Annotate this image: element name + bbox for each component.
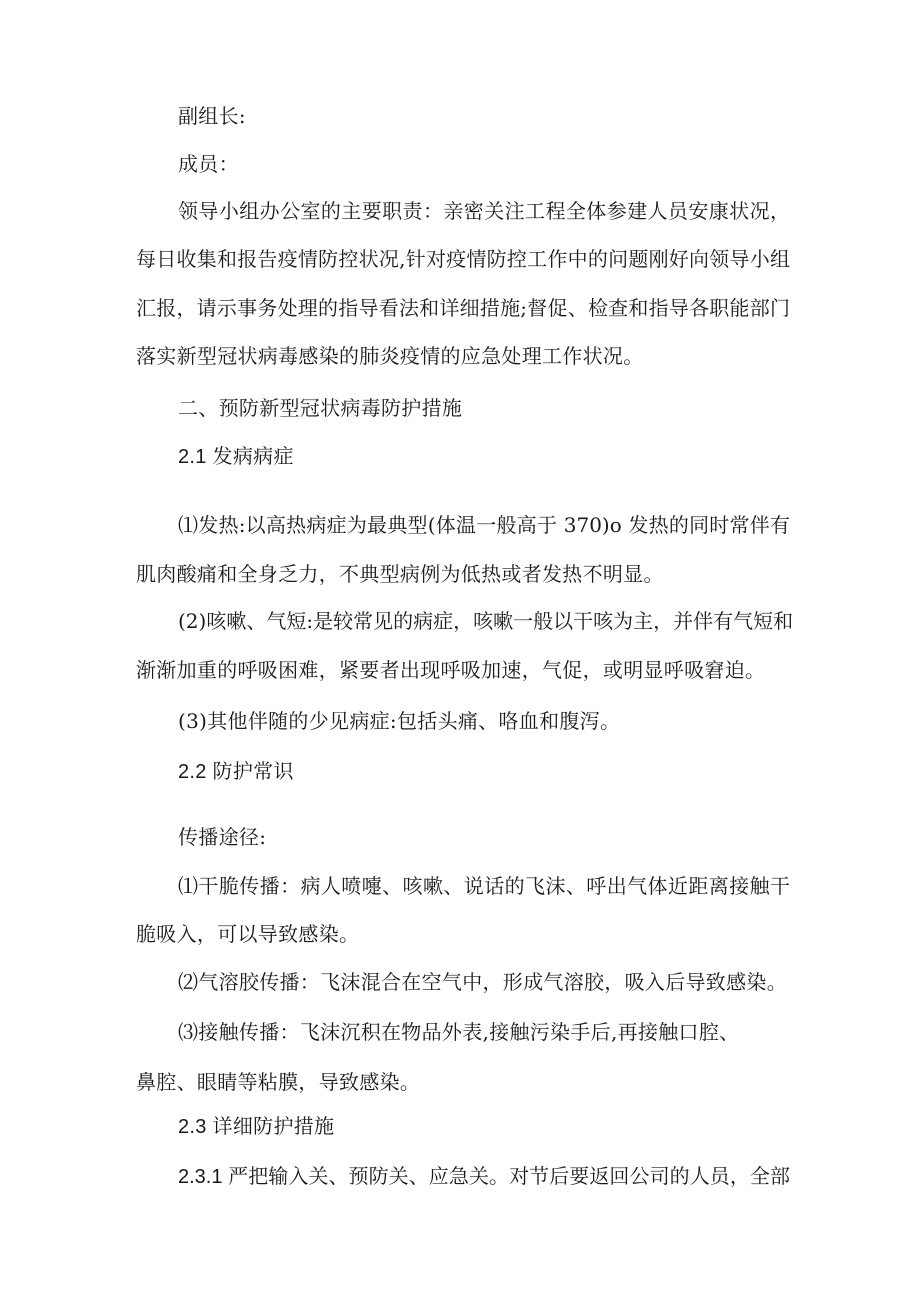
duties-paragraph-line-1: 领导小组办公室的主要职责：亲密关注工程全体参建人员安康状况， (178, 199, 790, 223)
duties-paragraph-line-2: 每日收集和报告疫情防控状况,针对疫情防控工作中的问题刚好向领导小组 (136, 247, 790, 271)
measure-2-3-1-paragraph: 2.3.1 严把输入关、预防关、应急关。对节后要返回公司的人员，全部 (178, 1166, 790, 1188)
aerosol-paragraph: ⑵气溶胶传播：飞沫混合在空气中，形成气溶胶，吸入后导致感染。 (178, 970, 787, 994)
contact-paragraph-line-1: ⑶接触传播：飞沫沉积在物品外表,接触污染手后,再接触口腔、 (178, 1020, 740, 1044)
contact-paragraph-line-2: 鼻腔、眼睛等粘膜，导致感染。 (136, 1070, 421, 1094)
cough-paragraph-line-1: (2)咳嗽、气短:是较常见的病症，咳嗽一般以干咳为主，并伴有气短和 (178, 609, 794, 633)
heading-2-3-measures: 2.3 详细防护措施 (178, 1116, 335, 1138)
droplet-paragraph-line-2: 脆吸入，可以导致感染。 (136, 922, 360, 946)
transmission-routes-label: 传播途径: (178, 825, 267, 849)
duties-paragraph-line-3: 汇报，请示事务处理的指导看法和详细措施;督促、检查和指导各职能部门 (136, 296, 790, 320)
duties-paragraph-line-4: 落实新型冠状病毒感染的肺炎疫情的应急处理工作状况。 (136, 344, 644, 368)
section-heading-2: 二、预防新型冠状病毒防护措施 (178, 396, 463, 420)
heading-2-1-symptoms: 2.1 发病病症 (178, 446, 294, 468)
cough-paragraph-line-2: 渐渐加重的呼吸困难，紧要者出现呼吸加速，气促，或明显呼吸窘迫。 (136, 658, 766, 682)
fever-paragraph-line-1: ⑴发热:以高热病症为最典型(体温一般高于 370)o 发热的同时常伴有 (178, 513, 790, 537)
droplet-paragraph-line-1: ⑴干脆传播：病人喷嚏、咳嗽、说话的飞沫、呼出气体近距离接触干 (178, 874, 790, 898)
members-label: 成员： (178, 152, 239, 176)
heading-2-2-protection: 2.2 防护常识 (178, 761, 294, 783)
deputy-leader-label: 副组长: (178, 104, 246, 128)
other-symptoms-paragraph: (3)其他伴随的少见病症:包括头痛、咯血和腹泻。 (178, 709, 621, 733)
fever-paragraph-line-2: 肌肉酸痛和全身乏力，不典型病例为低热或者发热不明显。 (136, 562, 664, 586)
